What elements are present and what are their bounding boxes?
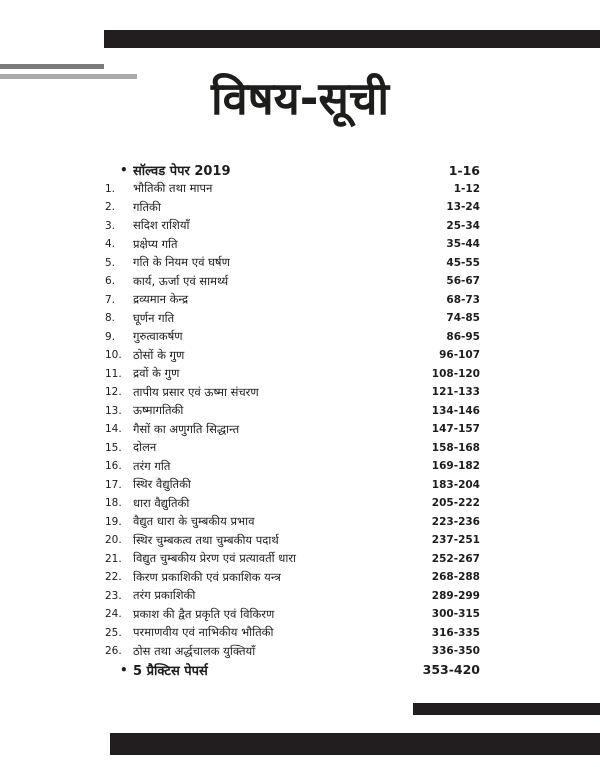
bottom-black-rule-small <box>413 703 600 715</box>
chapter-pages: 121-133 <box>431 386 480 399</box>
chapter-pages: 74-85 <box>446 312 480 325</box>
section-label: 5 प्रैक्टिस पेपर्स <box>133 663 208 679</box>
top-gray-rule-dark <box>0 64 104 69</box>
toc-row <box>105 420 480 439</box>
chapter-title: दोलन <box>133 440 157 455</box>
toc-row <box>105 568 480 587</box>
chapter-number: 23. <box>105 589 122 602</box>
toc-row <box>105 309 480 328</box>
chapter-number: 8. <box>105 312 116 325</box>
table-of-contents <box>105 161 480 679</box>
chapter-number: 16. <box>105 460 122 473</box>
chapter-pages: 45-55 <box>446 256 480 269</box>
chapter-title: घूर्णन गति <box>133 310 175 325</box>
chapter-title: तरंग गति <box>133 458 171 473</box>
chapter-number: 13. <box>105 404 122 417</box>
toc-row <box>105 550 480 569</box>
chapter-title: गैसों का अणुगति सिद्धान्त <box>133 421 240 436</box>
toc-row <box>105 198 480 217</box>
chapter-number: 2. <box>105 201 116 214</box>
section-pages: 1-16 <box>448 162 480 178</box>
chapter-number: 22. <box>105 571 122 584</box>
chapter-title: परमाणवीय एवं नाभिकीय भौतिकी <box>133 625 274 640</box>
chapter-pages: 252-267 <box>431 552 480 565</box>
chapter-title: विद्युत चुम्बकीय प्रेरण एवं प्रत्यावर्ती धारा <box>133 551 297 566</box>
chapter-title: वैद्युत धारा के चुम्बकीय प्रभाव <box>133 514 255 529</box>
chapter-number: 6. <box>105 275 116 288</box>
chapter-title: ऊष्मागतिकी <box>133 403 184 418</box>
toc-row <box>105 254 480 273</box>
chapter-pages: 68-73 <box>446 293 480 306</box>
chapter-pages: 223-236 <box>431 515 480 528</box>
chapter-pages: 147-157 <box>431 423 480 436</box>
chapter-number: 3. <box>105 219 116 232</box>
chapter-title: तापीय प्रसार एवं ऊष्मा संचरण <box>133 384 259 399</box>
chapter-pages: 268-288 <box>431 571 480 584</box>
toc-row <box>105 328 480 347</box>
chapter-pages: 56-67 <box>446 275 480 288</box>
toc-row <box>105 476 480 495</box>
chapter-pages: 86-95 <box>446 330 480 343</box>
chapter-number: 7. <box>105 293 116 306</box>
toc-row <box>105 587 480 606</box>
chapter-pages: 134-146 <box>431 404 480 417</box>
toc-row <box>105 383 480 402</box>
bullet-icon: • <box>120 662 128 677</box>
chapter-pages: 183-204 <box>431 478 480 491</box>
chapter-pages: 169-182 <box>431 460 480 473</box>
toc-row <box>105 402 480 421</box>
chapter-number: 18. <box>105 497 122 510</box>
chapter-pages: 96-107 <box>439 349 480 362</box>
page-title: विषय-सूची <box>210 72 390 125</box>
chapter-title: द्रव्यमान केन्द्र <box>133 292 189 307</box>
chapter-title: स्थिर चुम्बकत्व तथा चुम्बकीय पदार्थ <box>133 532 279 547</box>
chapter-number: 4. <box>105 238 116 251</box>
chapter-pages: 1-12 <box>453 182 480 195</box>
chapter-pages: 316-335 <box>431 626 480 639</box>
toc-row-solved-paper <box>105 161 480 180</box>
chapter-title: भौतिकी तथा मापन <box>133 181 213 196</box>
chapter-title: धारा वैद्युतिकी <box>133 495 190 510</box>
toc-row <box>105 235 480 254</box>
chapter-number: 15. <box>105 441 122 454</box>
chapter-title: द्रवों के गुण <box>133 366 180 381</box>
chapter-pages: 336-350 <box>431 645 480 658</box>
chapter-number: 21. <box>105 552 122 565</box>
chapter-number: 17. <box>105 478 122 491</box>
toc-row <box>105 457 480 476</box>
toc-row <box>105 217 480 236</box>
chapter-number: 26. <box>105 645 122 658</box>
chapter-title: ठोस तथा अर्द्धचालक युक्तियाँ <box>133 643 256 658</box>
toc-row <box>105 365 480 384</box>
chapter-pages: 237-251 <box>431 534 480 547</box>
bottom-black-rule-wide <box>110 733 600 755</box>
chapter-title: सदिश राशियाँ <box>133 218 190 233</box>
chapter-number: 19. <box>105 515 122 528</box>
toc-row <box>105 642 480 661</box>
chapter-title: स्थिर वैद्युतिकी <box>133 477 191 492</box>
section-pages: 353-420 <box>422 662 480 678</box>
chapter-number: 12. <box>105 386 122 399</box>
toc-row <box>105 605 480 624</box>
toc-row <box>105 439 480 458</box>
toc-row <box>105 180 480 199</box>
toc-row <box>105 346 480 365</box>
toc-row <box>105 272 480 291</box>
toc-row-practice-papers <box>105 661 480 680</box>
section-label: सॉल्वड पेपर 2019 <box>133 164 231 180</box>
toc-row <box>105 291 480 310</box>
chapter-number: 9. <box>105 330 116 343</box>
chapter-title: तरंग प्रकाशिकी <box>133 588 196 603</box>
chapter-pages: 25-34 <box>446 219 480 232</box>
chapter-pages: 289-299 <box>431 589 480 602</box>
toc-row <box>105 494 480 513</box>
chapter-number: 24. <box>105 608 122 621</box>
chapter-pages: 205-222 <box>431 497 480 510</box>
chapter-title: गुरुत्वाकर्षण <box>133 329 183 344</box>
chapter-pages: 35-44 <box>446 238 480 251</box>
toc-row <box>105 513 480 532</box>
chapter-pages: 300-315 <box>431 608 480 621</box>
chapter-title: प्रक्षेप्य गति <box>133 236 178 251</box>
chapter-number: 14. <box>105 423 122 436</box>
chapter-number: 5. <box>105 256 116 269</box>
chapter-number: 25. <box>105 626 122 639</box>
chapter-number: 10. <box>105 349 122 362</box>
toc-row <box>105 531 480 550</box>
chapter-number: 20. <box>105 534 122 547</box>
chapter-pages: 13-24 <box>446 201 480 214</box>
chapter-title: गति के नियम एवं घर्षण <box>133 255 230 270</box>
toc-row <box>105 624 480 643</box>
toc-list <box>105 180 480 661</box>
chapter-title: प्रकाश की द्वैत प्रकृति एवं विकिरण <box>133 606 275 621</box>
chapter-title: गतिकी <box>133 199 161 214</box>
top-black-rule <box>104 30 600 48</box>
chapter-number: 1. <box>105 182 116 195</box>
chapter-pages: 158-168 <box>431 441 480 454</box>
chapter-title: कार्य, ऊर्जा एवं सामर्थ्य <box>133 273 229 288</box>
chapter-pages: 108-120 <box>431 367 480 380</box>
bullet-icon: • <box>120 163 128 178</box>
chapter-title: ठोसों के गुण <box>133 347 185 362</box>
chapter-number: 11. <box>105 367 122 380</box>
chapter-title: किरण प्रकाशिकी एवं प्रकाशिक यन्त्र <box>133 569 281 584</box>
